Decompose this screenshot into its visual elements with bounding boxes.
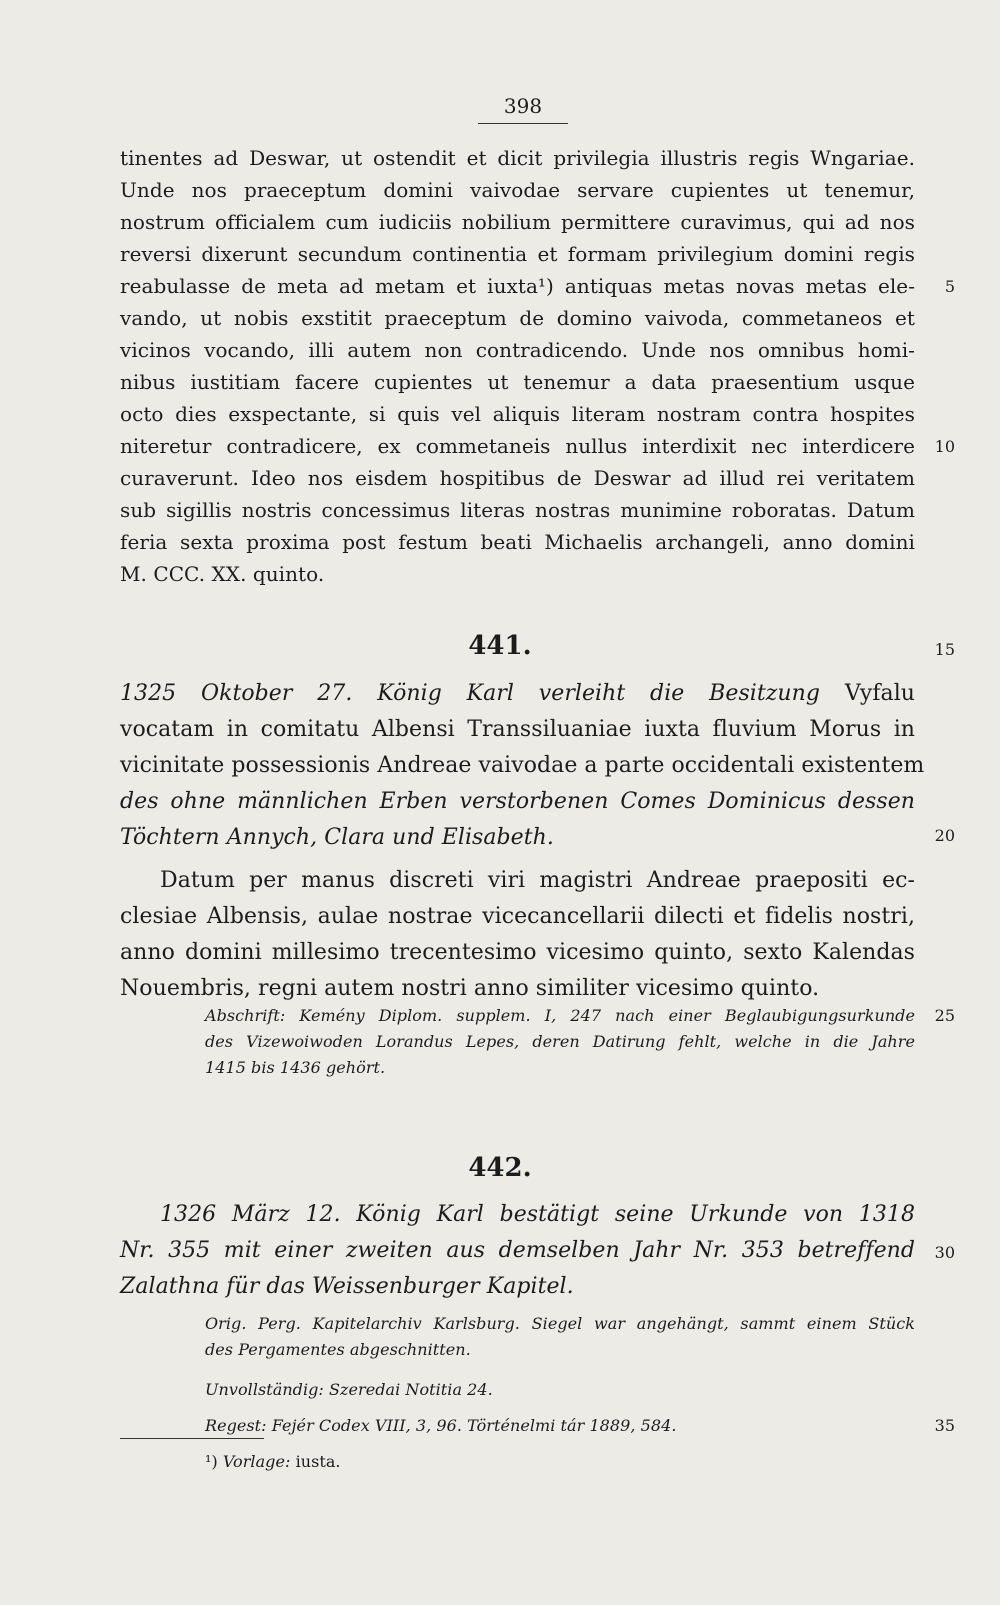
text-line: reabulasse de meta ad metam et iuxta¹) antiquas metas novas metas ele- bbox=[120, 274, 915, 298]
text-line: tinentes ad Deswar, ut ostendit et dicit privilegia illustris regis Wngariae. bbox=[120, 146, 915, 170]
document-heading-line: vocatam in comitatu Albensi Transsiluaniae iuxta fluvium Morus in bbox=[120, 717, 915, 742]
text-line: sub sigillis nostris concessimus literas nostras munimine roboratas. Datum bbox=[120, 498, 915, 522]
text-line: Unde nos praeceptum domini vaivodae servare cupientes ut tenemur, bbox=[120, 178, 915, 202]
footnote-marker: ¹) bbox=[205, 1452, 218, 1471]
text-line: M. CCC. XX. quinto. bbox=[120, 562, 325, 586]
text-line: reversi dixerunt secundum continentia et formam privilegium domini regis bbox=[120, 242, 915, 266]
document-summary: König Karl verleiht die Besitzung bbox=[377, 681, 820, 706]
document-heading-line: des ohne männlichen Erben verstorbenen Comes Dominicus dessen bbox=[120, 789, 915, 814]
document-heading-line: vicinitate possessionis Andreae vaivodae a parte occidentali existentem bbox=[120, 753, 925, 778]
document-date: 1325 Oktober 27. bbox=[120, 681, 353, 706]
place-name: Vyfalu bbox=[844, 681, 916, 706]
line-number: 5 bbox=[944, 277, 955, 296]
source-note-line: des Vizewoiwoden Lorandus Lepes, deren Datirung fehlt, welche in die Jahre bbox=[205, 1032, 915, 1051]
page-number-rule bbox=[478, 123, 568, 124]
document-heading-line: 1326 März 12. König Karl bestätigt seine Urkunde von 1318 bbox=[160, 1202, 915, 1227]
text-line: nostrum officialem cum iudiciis nobilium permittere curavimus, qui ad nos bbox=[120, 210, 915, 234]
text-line: curaverunt. Ideo nos eisdem hospitibus de Deswar ad illud rei veritatem bbox=[120, 466, 915, 490]
document-body-line: anno domini millesimo trecentesimo vicesimo quinto, sexto Kalendas bbox=[120, 940, 915, 965]
line-number: 30 bbox=[934, 1243, 955, 1262]
source-note-line: 1415 bis 1436 gehört. bbox=[205, 1058, 386, 1077]
footnote bbox=[205, 1450, 705, 1474]
source-note-line: Orig. Perg. Kapitelarchiv Karlsburg. Siegel war angehängt, sammt einem Stück bbox=[205, 1314, 915, 1333]
line-number: 25 bbox=[934, 1006, 955, 1025]
source-note-line: Regest: Fejér Codex VIII, 3, 96. Történelmi tár 1889, 584. bbox=[205, 1416, 677, 1435]
document-body-line: Nouembris, regni autem nostri anno similiter vicesimo quinto. bbox=[120, 976, 820, 1001]
line-number: 15 bbox=[934, 640, 955, 659]
line-number: 10 bbox=[934, 437, 955, 456]
document-heading-line: Töchtern Annych, Clara und Elisabeth. bbox=[120, 825, 554, 850]
source-note-line: Abschrift: Kemény Diplom. supplem. I, 247 nach einer Beglaubigungsurkunde bbox=[205, 1006, 915, 1025]
footnote-label: Vorlage: bbox=[222, 1452, 291, 1471]
document-body-line: clesiae Albensis, aulae nostrae vicecancellarii dilecti et fidelis nostri, bbox=[120, 904, 915, 929]
text-line: vando, ut nobis exstitit praeceptum de domino vaivoda, commetaneos et bbox=[120, 306, 915, 330]
document-heading-line: Nr. 355 mit einer zweiten aus demselben Jahr Nr. 353 betreffend bbox=[120, 1238, 915, 1263]
text-line: octo dies exspectante, si quis vel aliquis literam nostram contra hospites bbox=[120, 402, 915, 426]
source-note-line: Unvollständig: Szeredai Notitia 24. bbox=[205, 1380, 493, 1399]
text-line: nibus iustitiam facere cupientes ut tenemur a data praesentium usque bbox=[120, 370, 915, 394]
footnote-rule bbox=[120, 1438, 264, 1439]
document-number-441: 441. bbox=[468, 631, 532, 661]
line-number: 35 bbox=[934, 1416, 955, 1435]
document-number-442: 442. bbox=[468, 1153, 532, 1183]
document-body-line: Datum per manus discreti viri magistri Andreae praepositi ec- bbox=[160, 868, 915, 893]
document-heading-line bbox=[120, 677, 915, 711]
page-number: 398 bbox=[503, 94, 543, 118]
document-heading-line: Zalathna für das Weissenburger Kapitel. bbox=[120, 1274, 574, 1299]
text-line: niteretur contradicere, ex commetaneis nullus interdixit nec interdicere bbox=[120, 434, 915, 458]
footnote-text: iusta. bbox=[295, 1452, 341, 1471]
source-note-line: des Pergamentes abgeschnitten. bbox=[205, 1340, 471, 1359]
text-line: feria sexta proxima post festum beati Michaelis archangeli, anno domini bbox=[120, 530, 915, 554]
line-number: 20 bbox=[934, 826, 955, 845]
text-line: vicinos vocando, illi autem non contradicendo. Unde nos omnibus homi- bbox=[120, 338, 915, 362]
